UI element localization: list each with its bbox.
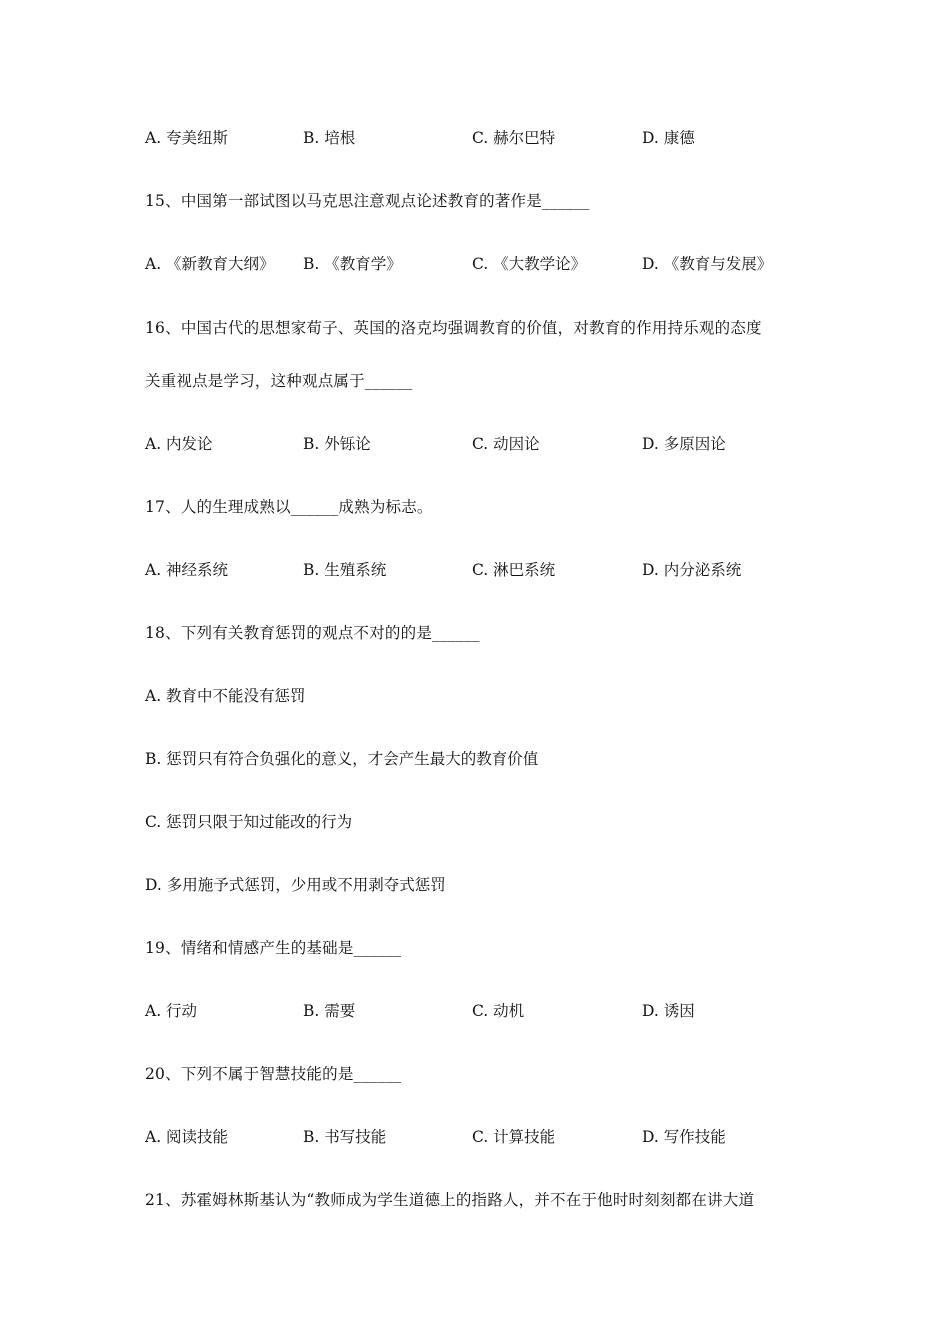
q19-option-c: C. 动机 <box>472 1002 525 1020</box>
q18-option-b: B. 惩罚只有符合负强化的意义，才会产生最大的教育价值 <box>145 750 539 768</box>
q14-option-c: C. 赫尔巴特 <box>472 129 556 147</box>
q19-option-b: B. 需要 <box>303 1002 356 1020</box>
q15-option-c: C. 《大教学论》 <box>472 255 587 273</box>
q19-option-a: A. 行动 <box>145 1002 198 1020</box>
q15-option-a: A. 《新教育大纲》 <box>145 255 275 273</box>
q14-option-a: A. 夸美纽斯 <box>145 129 229 147</box>
q18-option-d: D. 多用施予式惩罚，少用或不用剥夺式惩罚 <box>145 876 446 894</box>
q15-option-d: D. 《教育与发展》 <box>642 255 773 273</box>
q15-stem: 15、中国第一部试图以马克思注意观点论述教育的著作是______ <box>145 192 590 210</box>
q19-option-d: D. 诱因 <box>642 1002 695 1020</box>
q16-option-a: A. 内发论 <box>145 435 213 453</box>
q16-stem-line2: 关重视点是学习，这种观点属于______ <box>145 372 413 390</box>
q18-option-a: A. 教育中不能没有惩罚 <box>145 687 306 705</box>
q16-stem-line1: 16、中国古代的思想家荀子、英国的洛克均强调教育的价值，对教育的作用持乐观的态度 <box>145 319 762 337</box>
q17-option-a: A. 神经系统 <box>145 561 229 579</box>
q14-option-b: B. 培根 <box>303 129 356 147</box>
q18-option-c: C. 惩罚只限于知过能改的行为 <box>145 813 353 831</box>
q17-option-d: D. 内分泌系统 <box>642 561 742 579</box>
q20-option-b: B. 书写技能 <box>303 1128 387 1146</box>
q20-option-c: C. 计算技能 <box>472 1128 556 1146</box>
q16-option-d: D. 多原因论 <box>642 435 726 453</box>
q17-stem: 17、人的生理成熟以______成熟为标志。 <box>145 498 433 516</box>
q21-stem-line1: 21、苏霍姆林斯基认为“教师成为学生道德上的指路人，并不在于他时时刻刻都在讲大道 <box>145 1191 755 1209</box>
q16-option-b: B. 外铄论 <box>303 435 371 453</box>
q20-option-a: A. 阅读技能 <box>145 1128 229 1146</box>
q16-option-c: C. 动因论 <box>472 435 540 453</box>
q20-option-d: D. 写作技能 <box>642 1128 726 1146</box>
q19-stem: 19、情绪和情感产生的基础是______ <box>145 939 402 957</box>
q14-option-d: D. 康德 <box>642 129 695 147</box>
q17-option-b: B. 生殖系统 <box>303 561 387 579</box>
q15-option-b: B. 《教育学》 <box>303 255 402 273</box>
q17-option-c: C. 淋巴系统 <box>472 561 556 579</box>
q18-stem: 18、下列有关教育惩罚的观点不对的的是______ <box>145 624 480 642</box>
q20-stem: 20、下列不属于智慧技能的是______ <box>145 1065 402 1083</box>
